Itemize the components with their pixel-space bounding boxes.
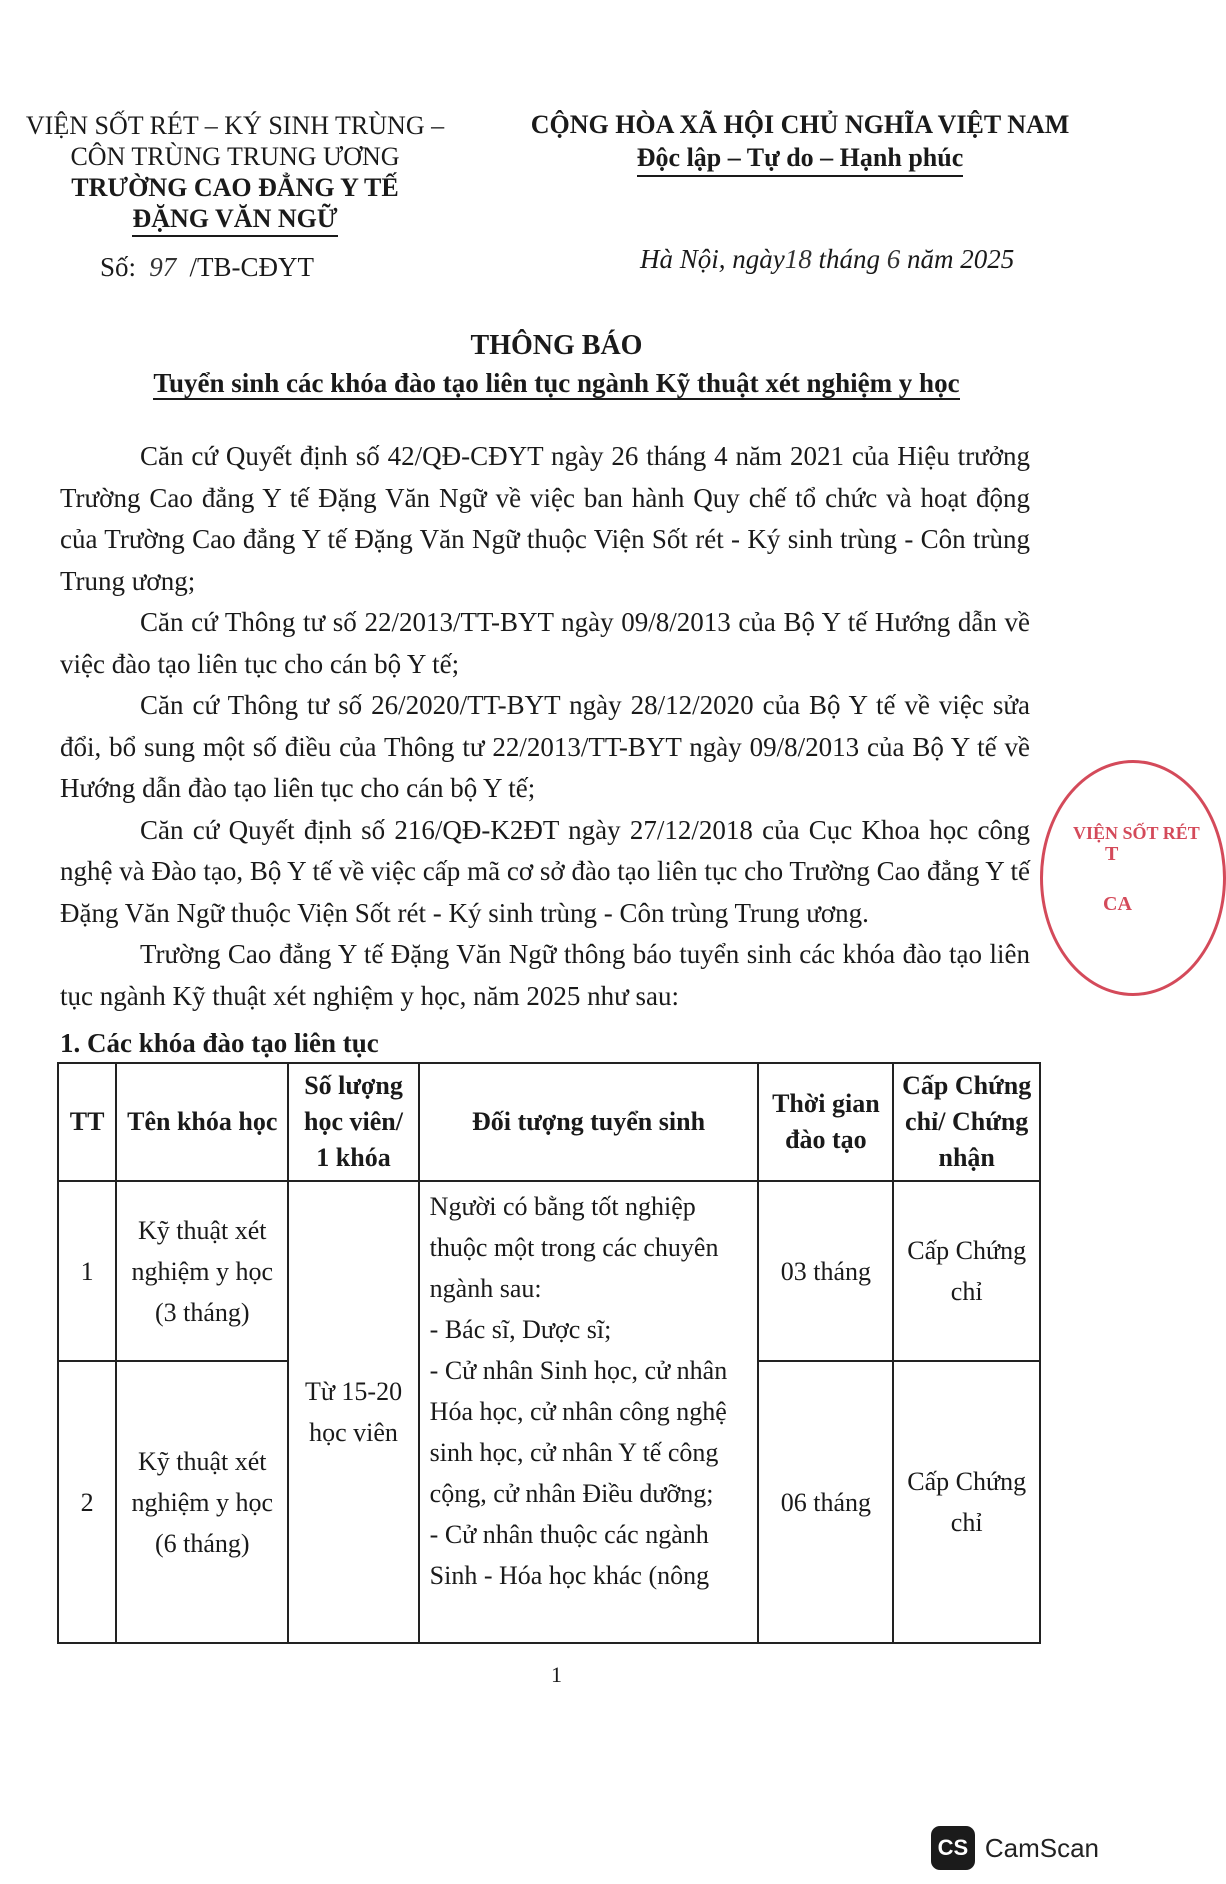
issuer-line-1: VIỆN SỐT RÉT – KÝ SINH TRÙNG – bbox=[25, 111, 445, 140]
camscan-text: CamScan bbox=[984, 1832, 1099, 1863]
header-name: Tên khóa học bbox=[116, 1063, 288, 1181]
paragraph: Căn cứ Quyết định số 42/QĐ-CĐYT ngày 26 tháng 4 năm 2021 của Hiệu trưởng Trường Cao đẳng Y tế Đặng Văn Ngữ về việc ban hành Quy chế tổ chức và hoạt động của Trường Cao đẳng Y tế Đặng Văn Ngữ thuộc Viện Sốt rét - Ký sinh trùng - Côn trùng Trung ương; bbox=[60, 441, 1030, 596]
issuer-line-3: TRƯỜNG CAO ĐẲNG Y TẾ bbox=[71, 173, 399, 202]
paragraph: Trường Cao đẳng Y tế Đặng Văn Ngữ thông báo tuyển sinh các khóa đào tạo liên tục ngành Kỹ thuật xét nghiệm y học, năm 2025 như sau: bbox=[60, 939, 1030, 1011]
cell-name: Kỹ thuật xét nghiệm y học (6 tháng) bbox=[116, 1361, 288, 1643]
issuer-header bbox=[20, 110, 450, 237]
document-subtitle: Tuyển sinh các khóa đào tạo liên tục ngành Kỹ thuật xét nghiệm y học bbox=[153, 368, 960, 398]
header-duration: Thời gian đào tạo bbox=[758, 1063, 893, 1181]
paragraph: Căn cứ Thông tư số 22/2013/TT-BYT ngày 09/8/2013 của Bộ Y tế Hướng dẫn về việc đào tạo liên tục cho cán bộ Y tế; bbox=[60, 607, 1030, 679]
courses-table bbox=[57, 1062, 1041, 1644]
page-number: 1 bbox=[551, 1662, 562, 1687]
stamp-text-1: VIỆN SỐT RÉT bbox=[1073, 823, 1200, 843]
header-target: Đối tượng tuyển sinh bbox=[419, 1063, 759, 1181]
stamp-text-2: T bbox=[1105, 843, 1119, 865]
doc-number-value: 97 bbox=[149, 252, 177, 282]
document-number bbox=[100, 252, 314, 283]
cell-cert: Cấp Chứng chỉ bbox=[893, 1181, 1040, 1361]
date-part-1: Hà Nội, ngày bbox=[640, 244, 785, 274]
date-month: 6 bbox=[886, 244, 901, 274]
target-line: - Bác sĩ, Dược sĩ; bbox=[429, 1315, 612, 1344]
header-tt: TT bbox=[58, 1063, 116, 1181]
cell-tt: 2 bbox=[58, 1361, 116, 1643]
header-cert: Cấp Chứng chỉ/ Chứng nhận bbox=[893, 1063, 1040, 1181]
table-header-row bbox=[58, 1063, 1040, 1181]
red-stamp bbox=[1040, 760, 1226, 996]
header-quota: Số lượng học viên/ 1 khóa bbox=[288, 1063, 418, 1181]
stamp-text-3: CA bbox=[1103, 893, 1132, 915]
national-header bbox=[520, 108, 1080, 177]
issuer-line-2: CÔN TRÙNG TRUNG ƯƠNG bbox=[70, 142, 400, 171]
cell-quota: Từ 15-20 học viên bbox=[288, 1181, 418, 1643]
target-line: - Cử nhân Sinh học, cử nhân Hóa học, cử nhân công nghệ sinh học, cử nhân Y tế công cộng, cử nhân Điều dưỡng; bbox=[429, 1356, 728, 1508]
target-line: Người có bằng tốt nghiệp thuộc một trong các chuyên ngành sau: bbox=[429, 1192, 719, 1303]
camscan-watermark bbox=[931, 1826, 1099, 1870]
date-part-3: năm 2025 bbox=[907, 244, 1015, 274]
date-day: 18 bbox=[784, 244, 812, 274]
section-title: 1. Các khóa đào tạo liên tục bbox=[60, 1028, 379, 1058]
cell-cert: Cấp Chứng chỉ bbox=[893, 1361, 1040, 1643]
document-body bbox=[60, 436, 1030, 1017]
paragraph: Căn cứ Quyết định số 216/QĐ-K2ĐT ngày 27/12/2018 của Cục Khoa học công nghệ và Đào tạo, Bộ Y tế về việc cấp mã cơ sở đào tạo liên tục cho Trường Cao đẳng Y tế Đặng Văn Ngữ thuộc Viện Sốt rét - Ký sinh trùng - Côn trùng Trung ương. bbox=[60, 814, 1030, 928]
doc-number-prefix: Số: bbox=[100, 252, 137, 282]
cell-name: Kỹ thuật xét nghiệm y học (3 tháng) bbox=[116, 1181, 288, 1361]
target-line: - Cử nhân thuộc các ngành Sinh - Hóa học khác (nông bbox=[429, 1520, 710, 1590]
issue-date bbox=[640, 244, 1014, 275]
table-row bbox=[58, 1181, 1040, 1361]
national-motto: Độc lập – Tự do – Hạnh phúc bbox=[637, 141, 964, 177]
cell-target bbox=[419, 1181, 759, 1643]
document-title: THÔNG BÁO bbox=[470, 330, 643, 361]
cell-tt: 1 bbox=[58, 1181, 116, 1361]
camscan-logo-icon: CS bbox=[931, 1826, 975, 1870]
doc-number-suffix: /TB-CĐYT bbox=[189, 252, 315, 282]
paragraph: Căn cứ Thông tư số 26/2020/TT-BYT ngày 28/12/2020 của Bộ Y tế về việc sửa đổi, bổ sung một số điều của Thông tư 22/2013/TT-BYT ngày 09/8/2013 của Bộ Y tế về Hướng dẫn đào tạo liên tục cho cán bộ Y tế; bbox=[60, 690, 1030, 803]
cell-duration: 06 tháng bbox=[758, 1361, 893, 1643]
issuer-line-4: ĐẶNG VĂN NGỮ bbox=[132, 203, 337, 237]
date-part-2: tháng bbox=[818, 244, 881, 274]
cell-duration: 03 tháng bbox=[758, 1181, 893, 1361]
national-title: CỘNG HÒA XÃ HỘI CHỦ NGHĨA VIỆT NAM bbox=[530, 110, 1070, 139]
